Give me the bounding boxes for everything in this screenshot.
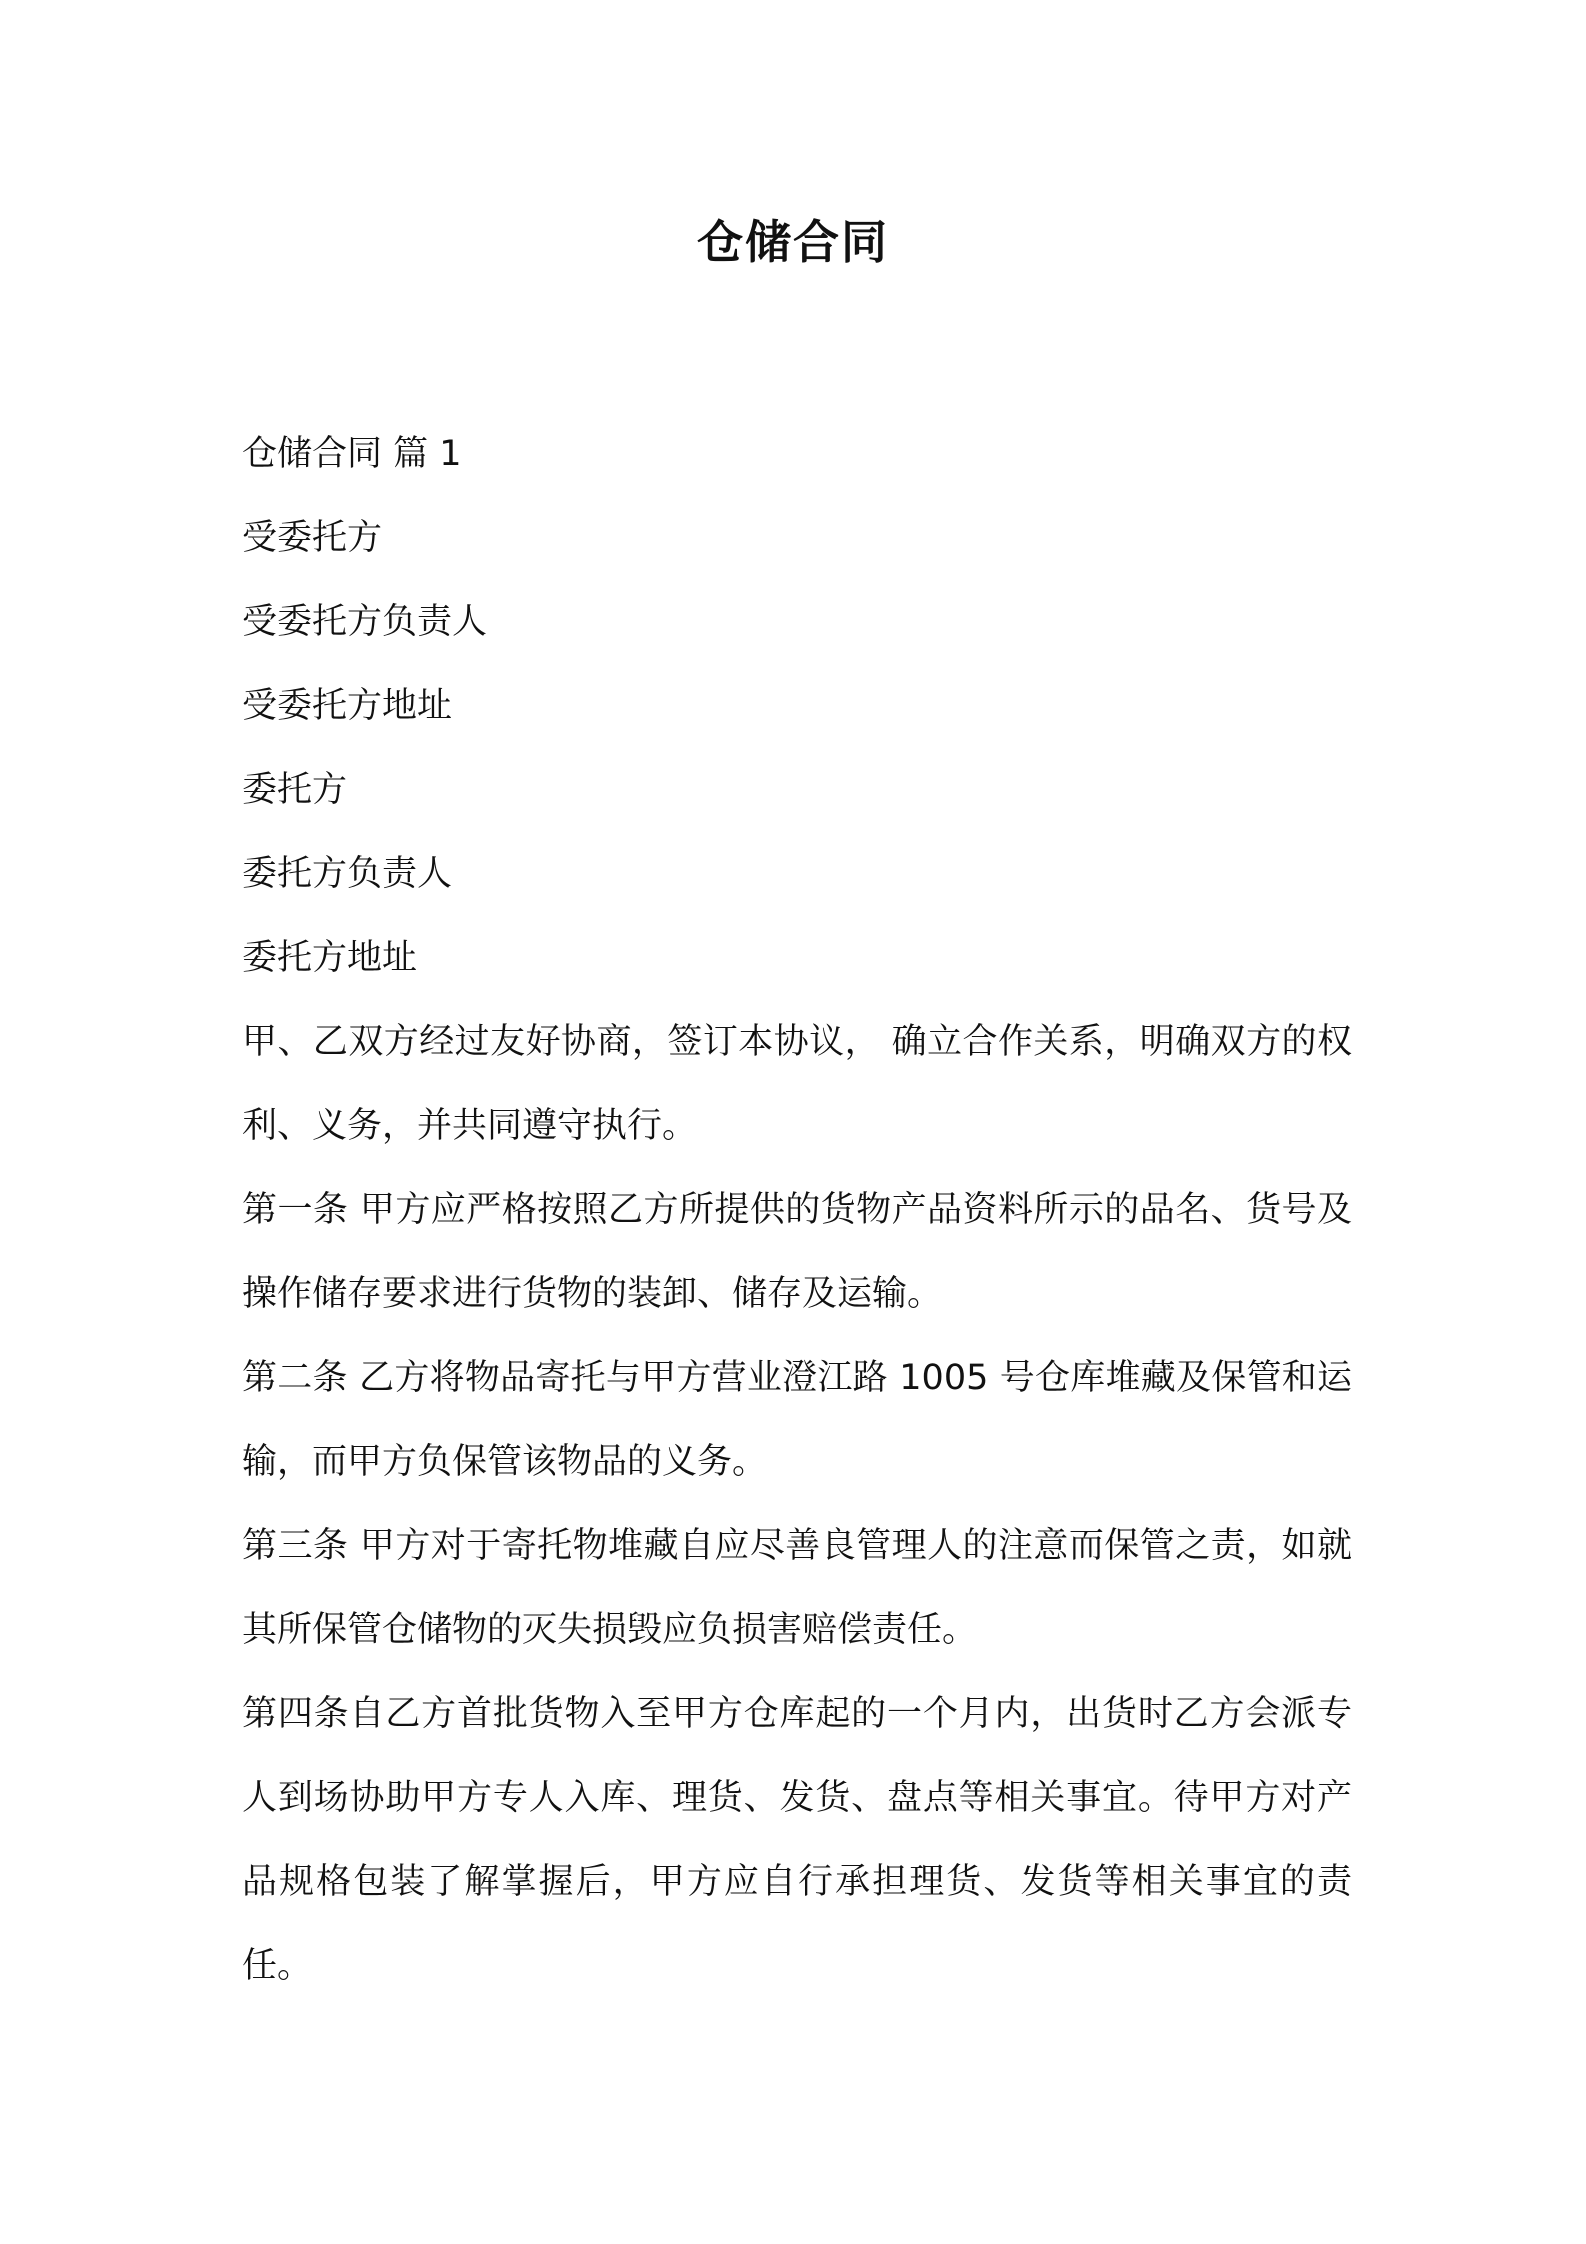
paragraph-preamble: 甲、乙双方经过友好协商，签订本协议， 确立合作关系，明确双方的权利、义务，并共同遵守执行。 bbox=[242, 1022, 1352, 1146]
section-heading: 仓储合同 篇 1 bbox=[242, 434, 462, 474]
document-title: 仓储合同 bbox=[697, 215, 889, 269]
paragraph-article-1: 第一条 甲方应严格按照乙方所提供的货物产品资料所示的品名、货号及操作储存要求进行货物的装卸、储存及运输。 bbox=[242, 1190, 1352, 1314]
paragraph-article-4: 第四条自乙方首批货物入至甲方仓库起的一个月内，出货时乙方会派专人到场协助甲方专人入库、理货、发货、盘点等相关事宜。待甲方对产品规格包装了解掌握后，甲方应自行承担理货、发货等相关事宜的责任。 bbox=[242, 1694, 1352, 1986]
document-body bbox=[242, 412, 1352, 2008]
field-trustee-address: 受委托方地址 bbox=[242, 686, 453, 726]
field-trustee: 受委托方 bbox=[242, 518, 383, 558]
field-client-address: 委托方地址 bbox=[242, 938, 418, 978]
paragraph-article-2: 第二条 乙方将物品寄托与甲方营业澄江路 1005 号仓库堆藏及保管和运输，而甲方负保管该物品的义务。 bbox=[242, 1358, 1352, 1482]
field-client-principal: 委托方负责人 bbox=[242, 854, 453, 894]
field-trustee-principal: 受委托方负责人 bbox=[242, 602, 488, 642]
field-client: 委托方 bbox=[242, 770, 348, 810]
paragraph-article-3: 第三条 甲方对于寄托物堆藏自应尽善良管理人的注意而保管之责，如就其所保管仓储物的灭失损毁应负损害赔偿责任。 bbox=[242, 1526, 1352, 1650]
